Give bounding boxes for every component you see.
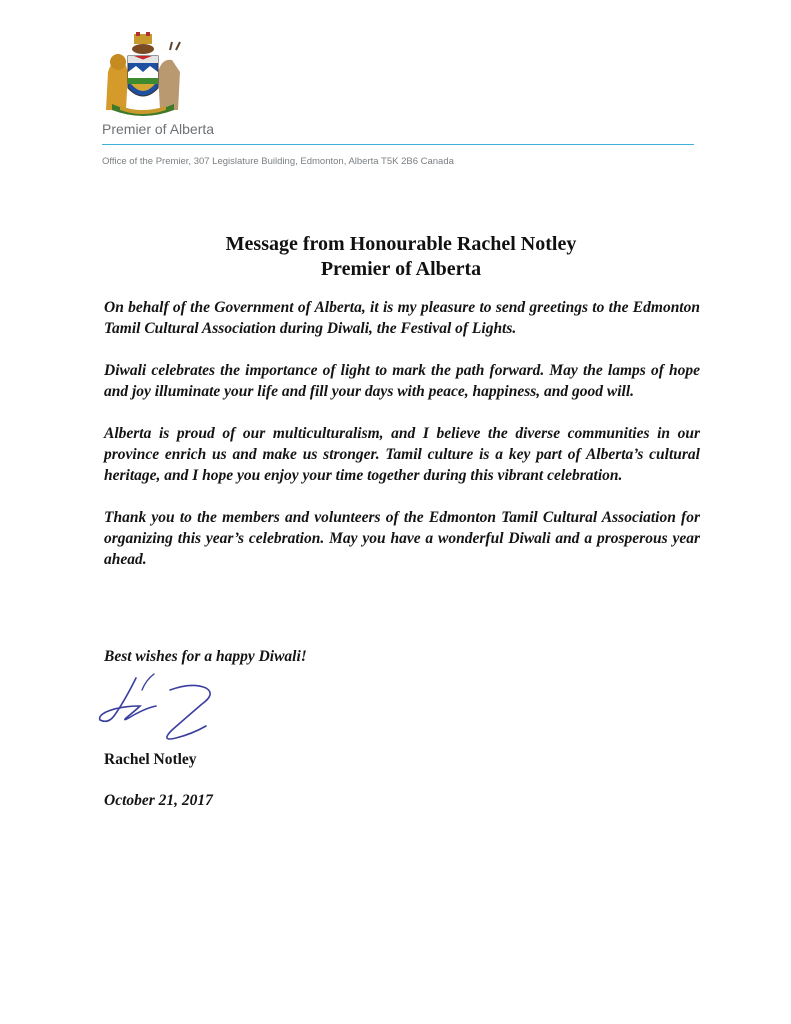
alberta-coat-of-arms-icon: [98, 32, 188, 116]
signer-name: Rachel Notley: [104, 751, 197, 768]
paragraph-1: On behalf of the Government of Alberta, it is my pleasure to send greetings to the Edmonton Tamil Cultural Association during Diwali, the Festival of Lights.: [104, 299, 700, 337]
heading-line-2: Premier of Alberta: [320, 258, 482, 280]
closing-line: Best wishes for a happy Diwali!: [104, 648, 307, 665]
office-name: Premier of Alberta: [102, 121, 215, 137]
letter-date: October 21, 2017: [104, 792, 213, 809]
letterhead-divider: [102, 144, 694, 145]
handwritten-signature-icon: [96, 672, 226, 750]
letter-body: [104, 297, 700, 591]
paragraph-3: Alberta is proud of our multiculturalism, and I believe the diverse communities in our province enrich us and make us stronger. Tamil culture is a key part of Alberta’s cultural heritage, and I hope you enjoy your time together during this vibrant celebration.: [104, 425, 700, 484]
heading-line-1: Message from Honourable Rachel Notley: [225, 233, 577, 255]
paragraph-4: Thank you to the members and volunteers of the Edmonton Tamil Cultural Association for organizing this year’s celebration. May you have a wonderful Diwali and a prosperous year ahead.: [104, 509, 700, 568]
office-address: Office of the Premier, 307 Legislature Building, Edmonton, Alberta T5K 2B6 Canada: [102, 156, 454, 167]
paragraph-2: Diwali celebrates the importance of light to mark the path forward. May the lamps of hope and joy illuminate your life and fill your days with peace, happiness, and good will.: [104, 362, 700, 400]
letter-heading: [102, 232, 700, 282]
